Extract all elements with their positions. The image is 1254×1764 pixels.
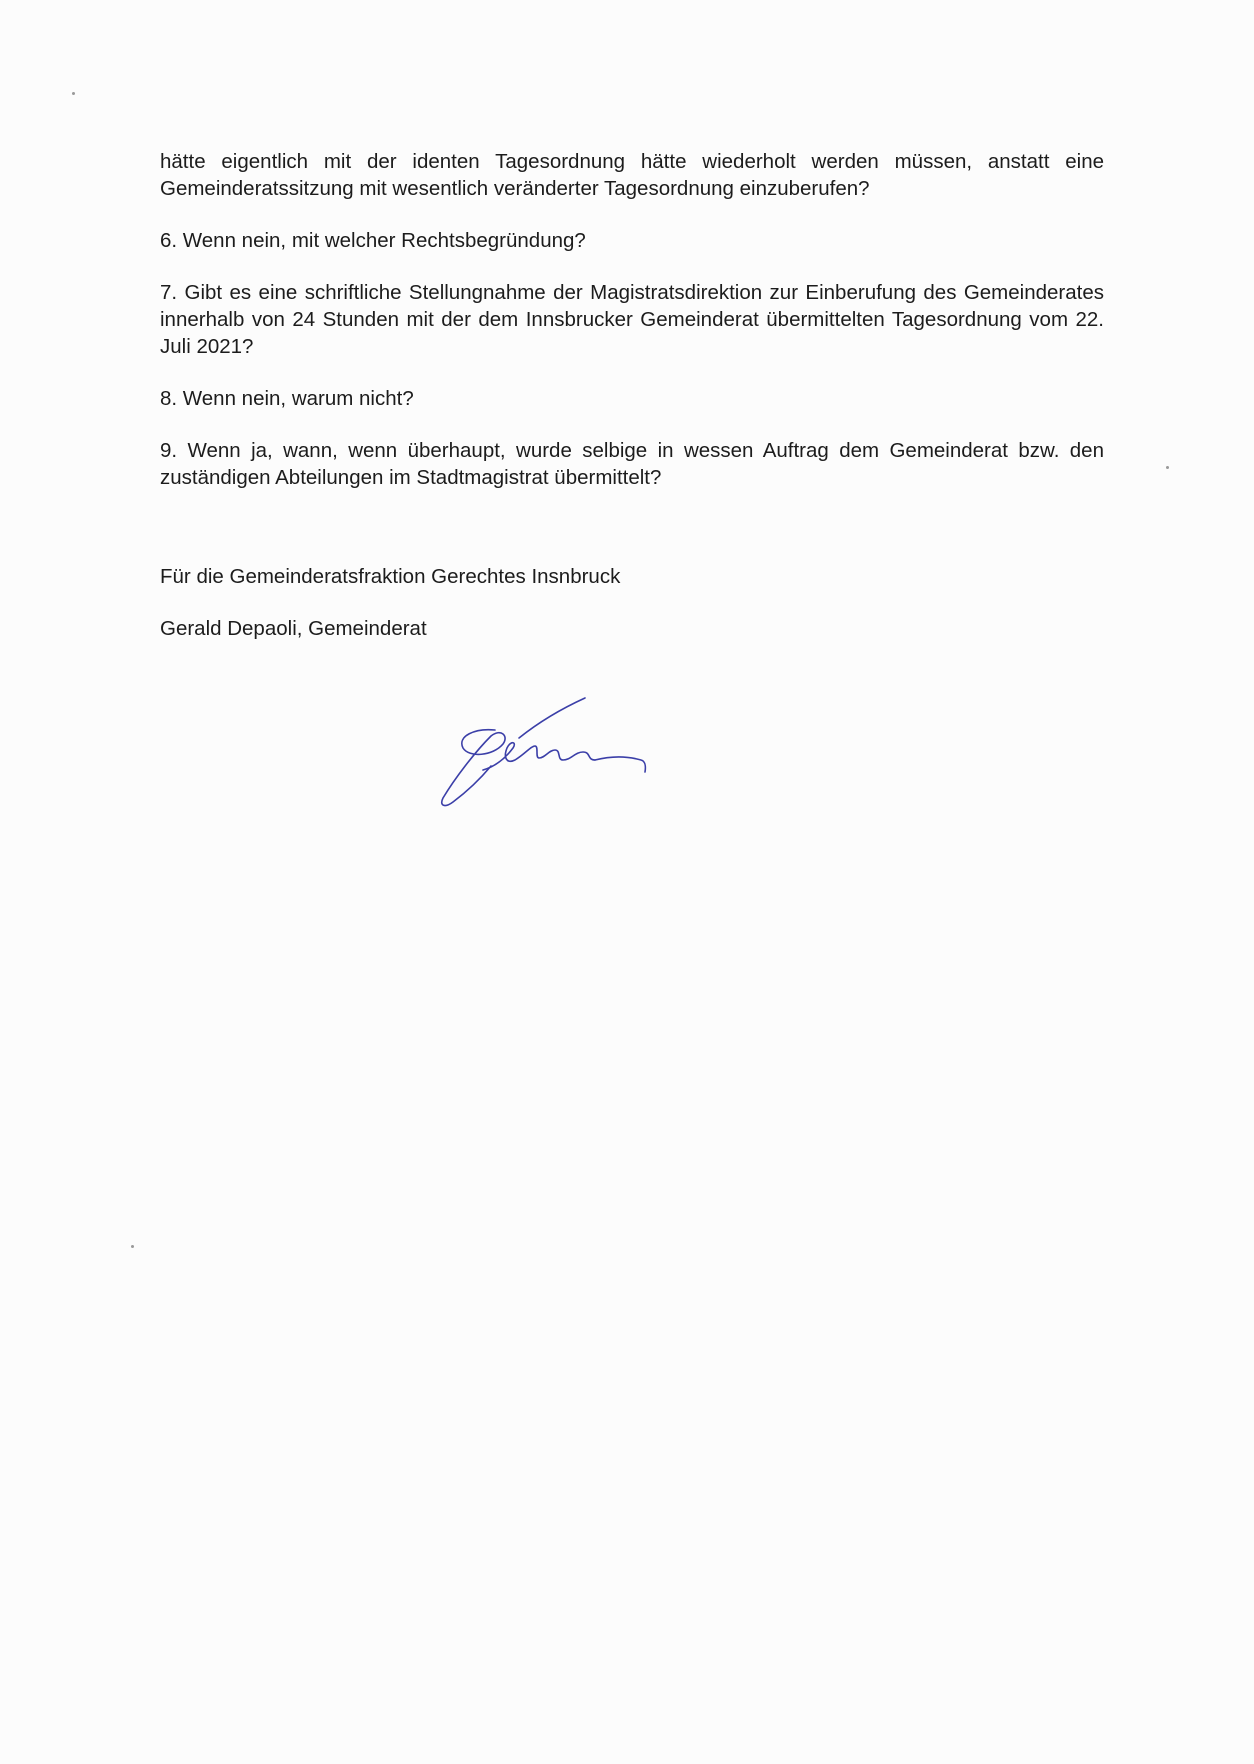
question-6: 6. Wenn nein, mit welcher Rechtsbegründung? (160, 229, 586, 252)
handwritten-signature (435, 690, 665, 815)
scan-speck (72, 92, 75, 95)
scan-speck (131, 1245, 134, 1248)
closing-faction: Für die Gemeinderatsfraktion Gerechtes Insnbruck (160, 565, 621, 588)
closing-signatory: Gerald Depaoli, Gemeinderat (160, 617, 427, 640)
question-7: 7. Gibt es eine schriftliche Stellungnahme der Magistratsdirektion zur Einberufung des Gemeinderates innerhalb von 24 Stunden mit der dem Innsbrucker Gemeinderat übermittelten Tagesordnung vom 22. Juli 2021? (160, 281, 1104, 358)
question-8: 8. Wenn nein, warum nicht? (160, 387, 414, 410)
paragraph-continuation: hätte eigentlich mit der identen Tagesordnung hätte wiederholt werden müssen, anstatt eine Gemeinderatssitzung mit wesentlich veränderter Tagesordnung einzuberufen? (160, 150, 1104, 200)
body-text (160, 148, 1104, 516)
scan-speck (1166, 466, 1169, 469)
question-9: 9. Wenn ja, wann, wenn überhaupt, wurde selbige in wessen Auftrag dem Gemeinderat bzw. den zuständigen Abteilungen im Stadtmagistrat übermittelt? (160, 439, 1104, 489)
